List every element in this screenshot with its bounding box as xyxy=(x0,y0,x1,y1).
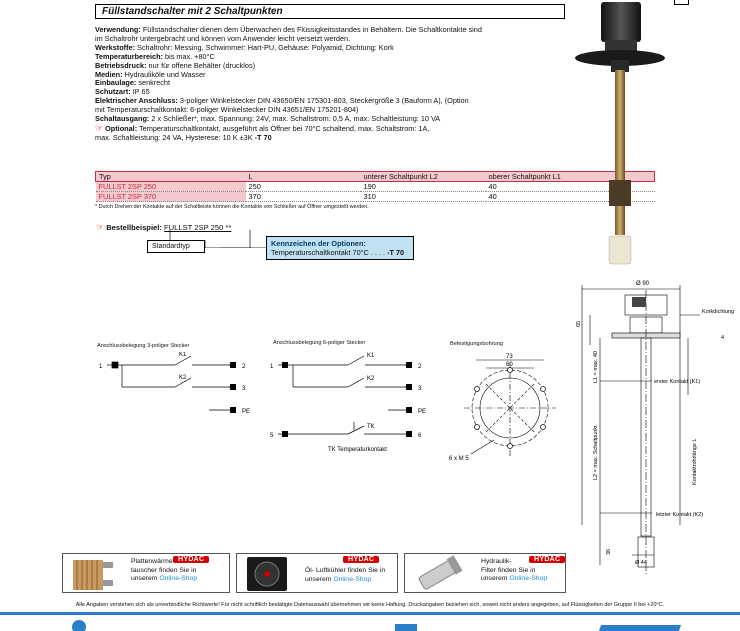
cell-l: 250 xyxy=(248,182,261,191)
dim-l2: L2 = max. Schaltpunkt xyxy=(593,425,599,480)
footer-line xyxy=(0,612,740,615)
holes-label: 6 x M 5 xyxy=(449,456,469,462)
footer-mark xyxy=(395,624,417,631)
cell-l2: 190 xyxy=(363,182,376,191)
col-l1: oberer Schaltpunkt L1 xyxy=(488,172,561,181)
options-line: Temperaturschaltkontakt 70°C . . . . -T 70 xyxy=(271,248,405,257)
diagram-bore xyxy=(446,350,566,465)
last-contact-label: letzter Kontakt (K2) xyxy=(656,512,704,518)
description-block xyxy=(95,26,565,143)
online-shop-link[interactable]: Online-Shop xyxy=(333,575,372,583)
info-icon xyxy=(72,620,86,631)
page-title: Füllstandschalter mit 2 Schaltpunkten xyxy=(102,6,283,17)
k2-label: K2 xyxy=(179,375,187,381)
tk-label: TK xyxy=(367,424,375,430)
cooler-image xyxy=(243,555,291,593)
online-shop-link[interactable]: Online-Shop xyxy=(509,575,548,582)
description-line: Schutzart: IP 65 xyxy=(95,87,150,97)
diagram-6pin-title: Anschlussbelegung 6-poliger Stecker xyxy=(273,340,366,346)
k2-label: K2 xyxy=(367,376,375,382)
cell-l2: 310 xyxy=(363,192,376,201)
pe-label: PE xyxy=(242,409,251,415)
description-line: Werkstoffe: Schaltrohr: Messing, Schwimmer: Hart-PU, Gehäuse: Polyamid, Dichtung: Kork xyxy=(95,42,394,52)
ad-text: Hydraulik- Filter finden Sie in unserem Online-Shop xyxy=(481,558,548,582)
col-l2: unterer Schaltpunkt L2 xyxy=(363,172,438,181)
description-line: Einbaulage: senkrecht xyxy=(95,78,171,88)
hydac-logo: HYDAC xyxy=(529,556,565,563)
description-line: Schaltausgang: 2 x Schließer*, max. Spannung: 24V, max. Schaltstrom: 0,5 A, max. Schaltleistung: 10 VA xyxy=(95,114,441,124)
standard-type-label: Standardtyp xyxy=(152,243,190,250)
pin-1: 1 xyxy=(99,364,103,370)
col-typ: Typ xyxy=(99,172,111,181)
optional-line: ☞ Optional: Temperaturschaltkontakt, ausgeführt als Öffner bei 70°C schaltend, max. Schaltstrom: 1A, xyxy=(95,122,430,133)
ad-plate-heat-exchanger[interactable] xyxy=(62,553,230,593)
diagram-3pin xyxy=(97,352,272,422)
order-label: Bestellbeispiel: xyxy=(106,223,162,232)
diagram-3pin-title: Anschlussbelegung 3-poliger Stecker xyxy=(97,343,190,349)
section-title-bar xyxy=(95,4,565,19)
dim-4: 4 xyxy=(721,335,725,341)
pin-6: 6 xyxy=(418,433,422,439)
options-header: Kennzeichen der Optionen: xyxy=(271,239,366,248)
product-photo xyxy=(565,0,675,275)
table-footnote: * Durch Drehen der Kontakte auf der Schaltleiste können die Kontakte von Schließer auf Öffner umgestellt werden. xyxy=(95,204,369,210)
dim-kontaktrohr: Kontaktrohrlänge L xyxy=(692,438,698,485)
heat-exchanger-image xyxy=(65,556,120,592)
options-box xyxy=(266,236,414,260)
description-line: Elektrischer Anschluss: 3-poliger Winkelstecker DIN 43650/EN 175301-803, Steckergröße 3 (Bauform A), (Option xyxy=(95,96,469,106)
dim-36: 36 xyxy=(606,548,612,555)
technical-drawing xyxy=(570,275,740,580)
pin-1: 1 xyxy=(270,364,274,370)
cell-type: FULLST 2SP 250 xyxy=(96,182,246,192)
pin-5: 5 xyxy=(270,433,274,439)
standard-type-box xyxy=(147,240,205,253)
tk-caption: TK Temperaturkontakt xyxy=(328,447,387,453)
korkdichtung-label: Korkdichtung xyxy=(702,309,735,315)
footer-logo-band xyxy=(599,625,681,631)
k1-label: K1 xyxy=(179,352,187,358)
first-contact-label: erster Kontakt (K1) xyxy=(654,379,701,385)
pin-3: 3 xyxy=(418,386,422,392)
diagram-6pin xyxy=(268,350,443,455)
dim-l1: L1 = max. 40 xyxy=(593,351,599,383)
page-tag-box xyxy=(674,0,689,5)
dim-73: 73 xyxy=(506,354,513,360)
online-shop-link[interactable]: Online-Shop xyxy=(159,575,198,582)
ad-oil-air-cooler[interactable] xyxy=(236,553,398,593)
cell-l1: 40 xyxy=(488,192,497,201)
cell-type: FULLST 2SP 370 xyxy=(96,192,246,202)
order-value: FULLST 2SP 250 ** xyxy=(164,223,232,232)
description-line: im Schaltrohr untergebracht und können vom Anwender leicht versetzt werden. xyxy=(95,33,351,43)
pointing-hand-icon: ☞ xyxy=(96,222,105,232)
ad-text: Plattenwärme- tauscher finden Sie in unserem Online-Shop xyxy=(131,558,198,582)
cell-l: 370 xyxy=(248,192,261,201)
ad-hydraulic-filter[interactable] xyxy=(404,553,566,593)
filter-image xyxy=(409,555,469,593)
ad-text: Öl- Luftkühler finden Sie in unserem Online-Shop xyxy=(305,567,386,583)
disclaimer: Alle Angaben verstehen sich als unverbindliche Richtwerte! Für nicht schriftlich bestätigte Datenauswahl übernehmen wir keine Haftung. Druckangaben beziehen sich, soweit nicht anders angegeben, auf Flüssigkeiten der Gruppe II bei +20°C. xyxy=(75,602,665,608)
pin-2: 2 xyxy=(418,364,422,370)
pin-2: 2 xyxy=(242,364,246,370)
cell-l1: 40 xyxy=(488,182,497,191)
col-l: L xyxy=(248,172,253,181)
hydac-logo: HYDAC xyxy=(343,556,379,563)
k1-label: K1 xyxy=(367,353,375,359)
pointing-hand-icon: ☞ xyxy=(95,122,104,133)
dim-60: 60 xyxy=(506,362,513,368)
dim-d44: Ø 44 xyxy=(635,560,647,566)
dim-65: 65 xyxy=(576,320,582,327)
dim-d90: Ø 90 xyxy=(636,281,650,287)
pe-label: PE xyxy=(418,409,427,415)
description-line: Temperaturbereich: bis max. +80°C xyxy=(95,51,215,61)
diagram-bore-title: Befestigungsbohrung xyxy=(450,341,503,347)
description-line: Medien: Hydrauliköle und Wasser xyxy=(95,69,206,79)
hydac-logo: HYDAC xyxy=(173,556,209,563)
description-line: mit Temperaturschaltkontakt: 6-poliger Winkelstecker DIN 43651/EN 175201-804) xyxy=(95,105,359,115)
description-line: Verwendung: Füllstandschalter dienen dem Überwachen des Flüssigkeitsstandes in Behältern. Die Schaltkontakte sind xyxy=(95,25,482,34)
description-line: Betriebsdruck: nur für offene Behälter (drucklos) xyxy=(95,60,256,70)
optional-line-2: max. Schaltleistung: 24 VA, Hysterese: 10 K ±3K -T 70 xyxy=(95,132,272,142)
pin-3: 3 xyxy=(242,386,246,392)
